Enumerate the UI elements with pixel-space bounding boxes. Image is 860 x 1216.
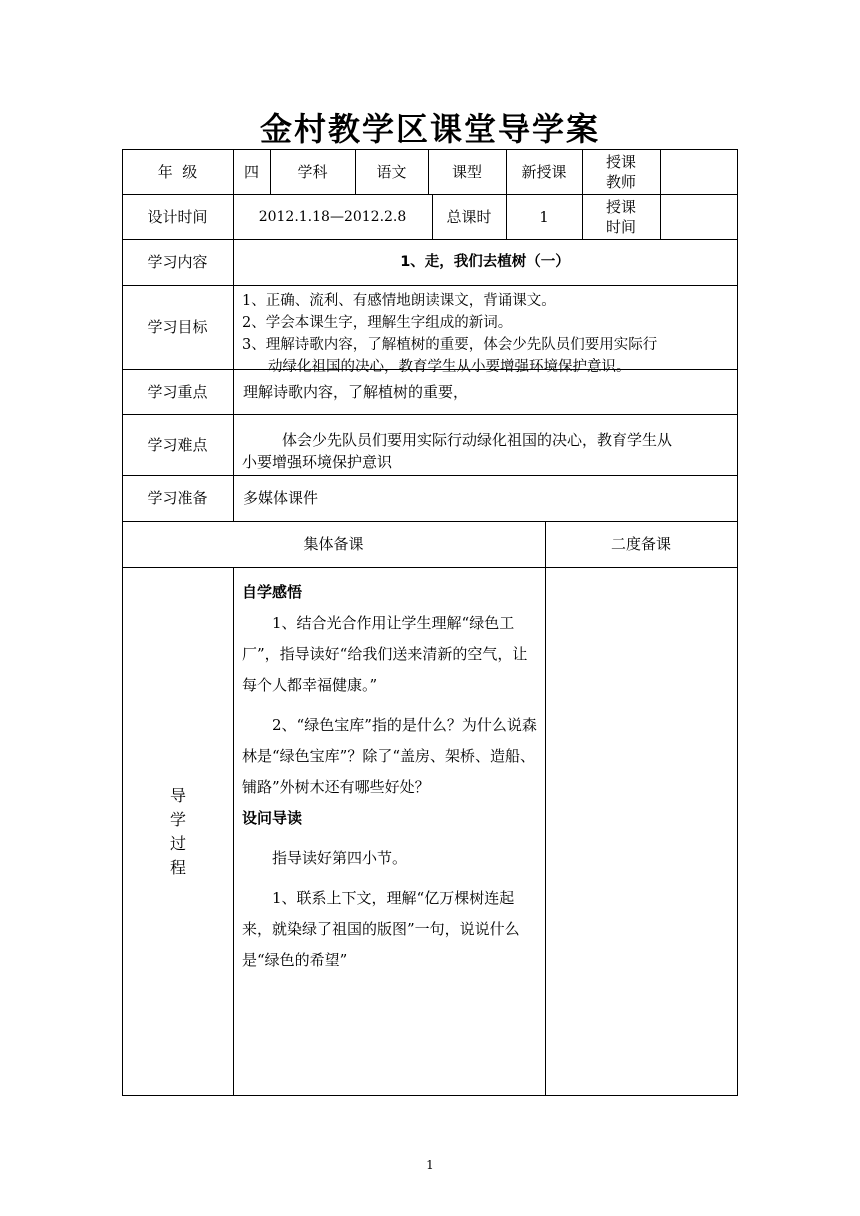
- guided-reading-heading: 设问导读: [242, 809, 303, 827]
- process-content: [242, 577, 542, 976]
- process-paragraph: 2、“绿色宝库”指的是什么？为什么说森林是“绿色宝库”？除了“盖房、架桥、造船、铺路”外树木还有哪些好处？: [242, 716, 537, 796]
- goal-item: 2、学会本课生字，理解生字组成的新词。: [242, 315, 513, 331]
- page-title: 金村教学区课堂导学案: [259, 110, 600, 148]
- total-hours-label: 总课时: [446, 207, 492, 226]
- difficulty-text: [242, 429, 732, 473]
- goal-item: 动绿化祖国的决心，教育学生从小要增强环境保护意识。: [268, 359, 631, 375]
- process-label: [122, 567, 234, 1096]
- focus-value: 理解诗歌内容，了解植树的重要，: [243, 382, 469, 401]
- self-study-heading: 自学感悟: [242, 583, 303, 601]
- prep-label: 学习准备: [147, 489, 208, 507]
- lesson-time-label: 授课 时间: [605, 197, 636, 236]
- process-label-char: 学: [169, 809, 186, 829]
- process-label-char: 程: [169, 857, 186, 877]
- design-time-value: 2012.1.18—2012.2.8: [258, 208, 407, 225]
- subject-label: 学科: [297, 162, 328, 181]
- goal-item: 1、正确、流利、有感情地朗读课文，背诵课文。: [242, 293, 556, 309]
- content-label: 学习内容: [147, 253, 208, 271]
- design-time-label: 设计时间: [147, 207, 208, 226]
- goals-list: [242, 290, 738, 378]
- process-paragraph: 指导读好第四小节。: [272, 849, 408, 867]
- collective-prep-header: 集体备课: [303, 535, 364, 553]
- process-label-char: 导: [169, 785, 186, 805]
- content-value: 1、走，我们去植树（一）: [400, 254, 570, 270]
- lesson-type-value: 新授课: [521, 162, 567, 181]
- goals-label: 学习目标: [147, 318, 208, 336]
- difficulty-line: 小要增强环境保护意识: [242, 453, 393, 471]
- teacher-value: [660, 149, 737, 194]
- goal-item: 3、理解诗歌内容，了解植树的重要，体会少先队员们要用实际行: [242, 337, 658, 353]
- difficulty-line: 体会少先队员们要用实际行动绿化祖国的决心，教育学生从: [282, 431, 673, 449]
- subject-value: 语文: [376, 162, 407, 181]
- prep-value: 多媒体课件: [243, 489, 319, 507]
- total-hours-value: 1: [539, 207, 549, 226]
- process-paragraph: 1、联系上下文，理解“亿万棵树连起来，就染绿了祖国的版图”一句，说说什么是“绿色的希望”: [242, 889, 520, 969]
- lesson-plan-table: [122, 149, 738, 1096]
- grade-label: 年 级: [157, 162, 198, 181]
- lesson-type-label: 课型: [451, 162, 482, 181]
- focus-label: 学习重点: [147, 382, 208, 401]
- teacher-label: 授课 教师: [605, 152, 636, 191]
- difficulty-label: 学习难点: [147, 435, 208, 454]
- page-number: 1: [426, 1158, 434, 1172]
- grade-value: 四: [243, 162, 259, 181]
- secondary-prep-header: 二度备课: [610, 535, 671, 553]
- process-paragraph: 1、结合光合作用让学生理解“绿色工厂”，指导读好“给我们送来清新的空气，让每个人都幸福健康。”: [242, 614, 528, 694]
- process-label-char: 过: [169, 833, 186, 853]
